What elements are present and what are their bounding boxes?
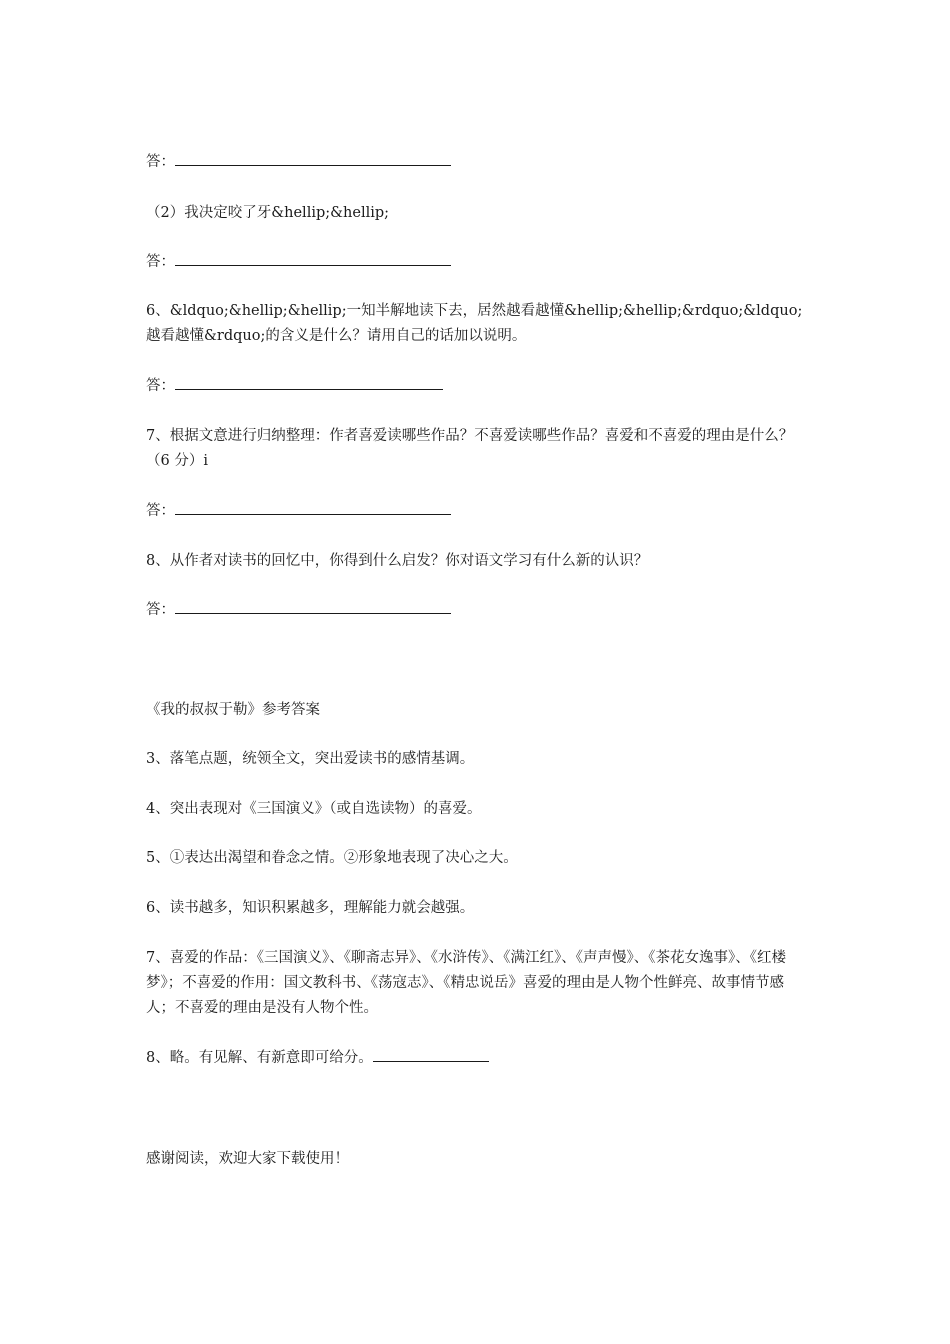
answer-8-line [146, 1046, 818, 1071]
question-8: 8、从作者对读书的回忆中，你得到什么启发？你对语文学习有什么新的认识？ [146, 553, 649, 569]
answer-blank [175, 251, 451, 266]
answer-7: 7、喜爱的作品：《三国演义》、《聊斋志异》、《水浒传》、《满江红》、《声声慢》、《茶花女逸事》、《红楼梦》；不喜爱的作用：国文教科书、《荡寇志》、《精忠说岳》喜爱的理由是人物个性鲜亮、故事情节感人；不喜爱的理由是没有人物个性。 [146, 950, 786, 1016]
answer-blank [175, 151, 451, 166]
question-5-2: （2）我决定咬了牙&hellip;&hellip; [146, 205, 390, 221]
question-6: 6、&ldquo;&hellip;&hellip;一知半解地读下去，居然越看越懂&hellip;&hellip;&rdquo;&ldquo;越看越懂&rdquo;的含义是什么？请用自己的话加以说明。 [146, 303, 803, 344]
answer-3: 3、落笔点题，统领全文，突出爱读书的感情基调。 [146, 751, 475, 767]
closing-text: 感谢阅读，欢迎大家下载使用！ [146, 1151, 349, 1167]
answers-title: 《我的叔叔于勒》参考答案 [146, 702, 320, 718]
answer-line-1 [146, 150, 818, 175]
answer-blank [373, 1047, 489, 1062]
answer-label: 答： [146, 378, 175, 394]
answer-blank [175, 599, 451, 614]
answer-line-5 [146, 598, 818, 623]
answer-label: 答： [146, 154, 175, 170]
answer-4: 4、突出表现对《三国演义》（或自选读物）的喜爱。 [146, 801, 482, 817]
answer-label: 答： [146, 602, 175, 618]
question-7: 7、根据文意进行归纳整理：作者喜爱读哪些作品？不喜爱读哪些作品？喜爱和不喜爱的理由是什么？（6 分）i [146, 428, 794, 469]
answer-line-4 [146, 499, 818, 524]
answer-blank [175, 500, 451, 515]
answer-5: 5、①表达出渴望和眷念之情。②形象地表现了决心之大。 [146, 850, 518, 866]
answer-label: 答： [146, 503, 175, 519]
answer-blank [175, 375, 443, 390]
answer-8: 8、略。有见解、有新意即可给分。 [146, 1050, 373, 1066]
answer-line-2 [146, 250, 818, 275]
answer-line-3 [146, 374, 818, 399]
answer-6: 6、读书越多，知识积累越多，理解能力就会越强。 [146, 900, 475, 916]
answer-label: 答： [146, 254, 175, 270]
